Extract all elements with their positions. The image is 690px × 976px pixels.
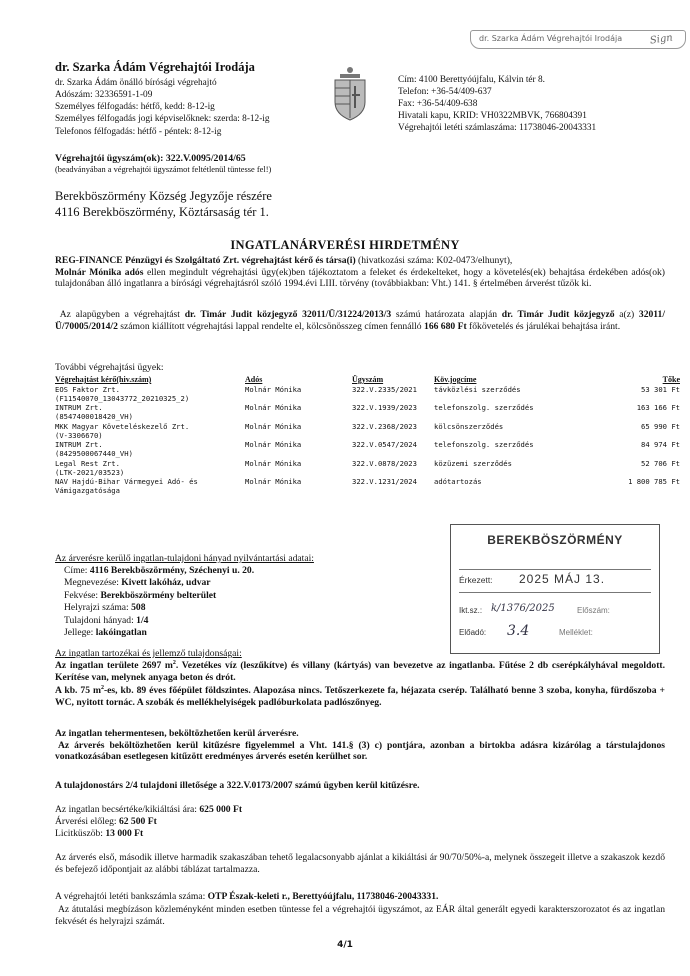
price-value: 62 500 Ft <box>118 815 157 827</box>
stamp-eloado-row <box>459 625 651 643</box>
property-label: Helyrajzi száma: <box>64 602 132 614</box>
creditor-ref: (F11540070_13043772_20210325_2) <box>55 393 190 403</box>
contact-line: Fax: +36-54/409-638 <box>398 99 478 110</box>
case-number-cell: 322.V.0547/2024 <box>352 440 417 450</box>
col-case: Ügyszám <box>352 375 384 384</box>
amount-cell: 163 166 Ft <box>636 403 680 413</box>
occupancy-paragraph-2: Az árverés beköltözhetően kerül kitűzésre figyelemmel a Vht. 141.§ (3) c) pontjára, azonban a birtokba adásra kizárólag a társtulajdonos vonatkozásában esetlegesen kitűzött eredményes árverés esetén kerülhet sor. <box>55 739 665 763</box>
coowner-note: A tulajdonostárs 2/4 tulajdoni illetősége a 322.V.0173/2007 számú ügyben kerül kitűzésre. <box>55 780 420 791</box>
office-line: Adószám: 32336591-1-09 <box>55 90 153 101</box>
other-cases-heading: További végrehajtási ügyek: <box>55 362 164 373</box>
price-block <box>55 804 242 840</box>
office-name: dr. Szarka Ádám Végrehajtói Irodája <box>55 60 255 74</box>
property-line <box>64 590 435 602</box>
price-line <box>55 804 242 816</box>
office-line: Személyes félfogadás jogi képviselőknek: szerda: 8-12-ig <box>55 114 270 125</box>
price-label: Árverési előleg: <box>55 815 119 827</box>
case-number-cell: 322.V.0878/2023 <box>352 458 417 468</box>
price-line <box>55 816 242 828</box>
price-label: Az ingatlan becsértéke/kikiáltási ára: <box>55 804 200 815</box>
creditor-ref: (V-3306670) <box>55 430 103 440</box>
property-line <box>64 615 435 627</box>
bank-value: OTP Észak-keleti r., Berettyóújfalu, 11738046-20043331. <box>207 891 439 902</box>
bank-label: A végrehajtói letéti bankszámla száma: <box>55 891 208 902</box>
price-value: 625 000 Ft <box>199 804 243 815</box>
creditor-cell <box>55 440 245 458</box>
property-value: 1/4 <box>136 614 149 626</box>
occupancy-block <box>55 728 665 763</box>
creditor-ref: Vámigazgatósága <box>55 486 120 496</box>
bank-line <box>55 891 665 903</box>
contact-block <box>398 74 668 134</box>
office-line: Telefonos félfogadás: hétfő - péntek: 8-12-ig <box>55 126 222 137</box>
coat-of-arms-icon <box>330 64 370 122</box>
page-number: 4/1 <box>337 940 353 950</box>
claim-title-cell: kölcsönszerződés <box>434 421 504 431</box>
property-label: Fekvése: <box>64 589 101 601</box>
property-label: Megnevezése: <box>64 577 122 589</box>
claim-title-cell: telefonszolg. szerződés <box>434 440 534 450</box>
table-row <box>55 440 680 458</box>
case-reference <box>55 153 271 175</box>
claim-title-cell: közüzemi szerződés <box>434 458 512 468</box>
stamp-iktsz-label: Ikt.sz.: <box>459 606 483 615</box>
property-label: Címe: <box>64 564 90 576</box>
property-line <box>64 602 435 614</box>
price-line <box>55 828 242 840</box>
property-line <box>64 565 435 577</box>
property-line <box>64 577 435 589</box>
debtor-cell: Molnár Mónika <box>245 476 302 486</box>
amount-cell: 53 301 Ft <box>641 384 680 394</box>
creditor-ref: (8429500067440_VH) <box>55 449 133 459</box>
stamp-received-row <box>459 569 651 593</box>
property-block <box>55 553 435 640</box>
table-row <box>55 385 680 403</box>
case-number-cell: 322.V.1231/2024 <box>352 476 417 486</box>
receipt-stamp <box>450 524 660 654</box>
stages-paragraph: Az árverés első, második illetve harmadik szakaszában tehető legalacsonyabb ajánlat a kikiáltási ár 90/70/50%-a, melynek összegeit illetve a szakaszok kezdő és befejező időpontjait az alábbi táblázat tartalmazza. <box>55 852 665 875</box>
property-value: Berekböszörmény belterület <box>100 589 217 601</box>
creditor-cell <box>55 477 245 495</box>
property-value: 508 <box>131 602 146 614</box>
col-debtor: Adós <box>245 375 263 384</box>
creditor-name: INTRUM Zrt. <box>55 440 103 450</box>
cases-header-row <box>55 375 680 385</box>
creditor-cell <box>55 459 245 477</box>
features-paragraph-1: Az ingatlan területe 2697 $m^2$. Vezetékes víz (leszűkítve) és villany (kártyás) van bevezetve az ingatlanba. Fűtése 2 db cserépkályhával megoldott. Kerítése van, melynek anyaga beton és drót. <box>55 659 665 683</box>
stamp-iktsz-value: k/1376/2025 <box>491 603 555 614</box>
col-creditor: Végrehajtást kérő(hiv.szám) <box>55 375 152 384</box>
debtor-cell: Molnár Mónika <box>245 403 302 413</box>
amount-cell: 52 706 Ft <box>641 458 680 468</box>
signature-text: Sign <box>649 32 674 47</box>
stamp-town: BEREKBÖSZÖRMÉNY <box>487 533 623 547</box>
creditor-name: NAV Hajdú-Bihar Vármegyei Adó- és <box>55 476 198 486</box>
debtor-cell: Molnár Mónika <box>245 458 302 468</box>
stamp-eloado-label: Előadó: <box>459 628 487 637</box>
property-lines <box>55 565 435 640</box>
contact-line: Telefon: +36-54/409-637 <box>398 87 492 98</box>
contact-line: Hivatali kapu, KRID: VH0322MBVK, 766804391 <box>398 111 587 122</box>
addressee-block <box>55 188 272 221</box>
claim-title-cell: adótartozás <box>434 476 482 486</box>
table-row <box>55 477 680 495</box>
property-heading: Az árverésre kerülő ingatlan-tulajdoni hányad nyilvántartási adatai: <box>55 553 314 564</box>
property-label: Jellege: <box>64 627 96 639</box>
features-paragraph-2: A kb. 75 $m^2-es$, kb. 89 éves főépület földszintes. Alapozása nincs. Tetőszerkezete fa, héjazata cserép. Található benne 3 szoba, konyha, fürdőszoba + WC, nyitott tornác. A szobák és mellékhelyiségek padlóburkolata padlószőnyeg. <box>55 685 665 709</box>
debtor-cell: Molnár Mónika <box>245 384 302 394</box>
office-line: Személyes félfogadás: hétfő, kedd: 8-12-ig <box>55 102 215 113</box>
amount-cell: 84 974 Ft <box>641 440 680 450</box>
addressee-line-2: 4116 Berekböszörmény, Köztársaság tér 1. <box>55 205 269 220</box>
creditor-ref: (LTK-2021/03523) <box>55 467 125 477</box>
creditor-cell <box>55 403 245 421</box>
debtor-cell: Molnár Mónika <box>245 421 302 431</box>
stamp-received-date: 2025 MÁJ 13. <box>519 572 606 586</box>
office-line: dr. Szarka Ádám önálló bírósági végrehajtó <box>55 78 217 89</box>
intro-paragraph: REG-FINANCE Pénzügyi és Szolgáltató Zrt. végrehajtást kérő és társa(i) (hivatkozási száma: K02-0473/elhunyt), Molnár Mónika adós ellen megindult végrehajtási ügy(ek)ben tájékoztatom a feleket és érdekelteket, hogy a követelés(ek) behajtása érdekében adós(ok) tulajdonában álló ingatlanra a bírósági végrehajtásról szóló 1994.évi LIII. törvény (továbbiakban: Vht.) 141. § értelmében árverést tűzök ki. <box>55 255 665 290</box>
features-block <box>55 648 665 709</box>
property-value: Kivett lakóház, udvar <box>121 577 211 589</box>
case-note: (beadványában a végrehajtói ügyszámot feltétlenül tüntesse fel!) <box>55 164 272 174</box>
stamp-melleklet-label: Melléklet: <box>559 628 593 637</box>
contact-line: Cím: 4100 Berettyóújfalu, Kálvin tér 8. <box>398 75 545 85</box>
table-row <box>55 459 680 477</box>
case-number-cell: 322.V.2335/2021 <box>352 384 417 394</box>
creditor-name: INTRUM Zrt. <box>55 403 103 413</box>
creditor-name: Legal Rest Zrt. <box>55 458 120 468</box>
office-details <box>55 77 355 137</box>
contact-line: Végrehajtói letéti számlaszáma: 11738046-20043331 <box>398 123 597 134</box>
office-stamp-text: dr. Szarka Ádám Végrehajtói Irodája <box>479 34 623 43</box>
addressee-line-1: Berekböszörmény Község Jegyzője részére <box>55 189 272 203</box>
claim-title-cell: távközlési szerződés <box>434 384 521 394</box>
stamp-eloado-value: 3.4 <box>507 623 530 639</box>
table-row <box>55 422 680 440</box>
occupancy-paragraph-1: Az ingatlan tehermentesen, beköltözhetően kerül árverésre. <box>55 728 299 739</box>
office-block <box>55 60 355 138</box>
table-row <box>55 403 680 421</box>
stamp-iktsz-row <box>459 603 651 619</box>
property-label: Tulajdoni hányad: <box>64 614 137 626</box>
creditor-name: MKK Magyar Követeléskezelő Zrt. <box>55 421 190 431</box>
creditor-name: EOS Faktor Zrt. <box>55 384 120 394</box>
price-value: 13 000 Ft <box>105 827 144 839</box>
document-title: INGATLANÁRVERÉSI HIRDETMÉNY <box>230 238 460 252</box>
case-number-cell: 322.V.2368/2023 <box>352 421 417 431</box>
property-value: 4116 Berekböszörmény, Széchenyi u. 20. <box>89 564 255 576</box>
other-cases-table <box>55 375 680 495</box>
creditor-cell <box>55 385 245 403</box>
case-number: Végrehajtói ügyszám(ok): 322.V.0095/2014/65 <box>55 153 246 164</box>
features-heading: Az ingatlan tartozékai és jellemző tulajdonságai: <box>55 648 242 659</box>
creditor-ref: (8547400018420_VH) <box>55 412 133 422</box>
amount-cell: 65 990 Ft <box>641 421 680 431</box>
case-number-cell: 322.V.1939/2023 <box>352 403 417 413</box>
transfer-note: Az átutalási megbízáson közleményként minden esetben tüntesse fel a végrehajtói ügyszámot, az EÁR által generált egyedi karakterszorozatot és az ingatlan fekvését és helyrajzi számát. <box>55 904 665 927</box>
property-value: lakóingatlan <box>95 627 147 639</box>
amount-cell: 1 800 785 Ft <box>628 476 680 486</box>
stamp-eloszam-label: Előszám: <box>577 606 610 615</box>
creditor-cell <box>55 422 245 440</box>
property-line <box>64 627 435 639</box>
stamp-received-label: Érkezett: <box>459 575 493 585</box>
price-label: Licitküszöb: <box>55 827 106 839</box>
debtor-cell: Molnár Mónika <box>245 440 302 450</box>
claim-title-cell: telefonszolg. szerződés <box>434 403 534 413</box>
intro-paragraph-2: Az alapügyben a végrehajtást dr. Timár Judit közjegyző 32011/Ü/31224/2013/3 számú határozata alapján dr. Timár Judit közjegyző a(z) 32011/Ü/70005/2014/2 számon kiállított végrehajtási lappal rendelte el, kölcsönösszeg címen fennálló 166 680 Ft főkövetelés és járulékai behajtása iránt. <box>55 309 666 332</box>
col-amount: Tőke <box>662 375 680 384</box>
col-title: Köv.jogcíme <box>434 375 477 384</box>
